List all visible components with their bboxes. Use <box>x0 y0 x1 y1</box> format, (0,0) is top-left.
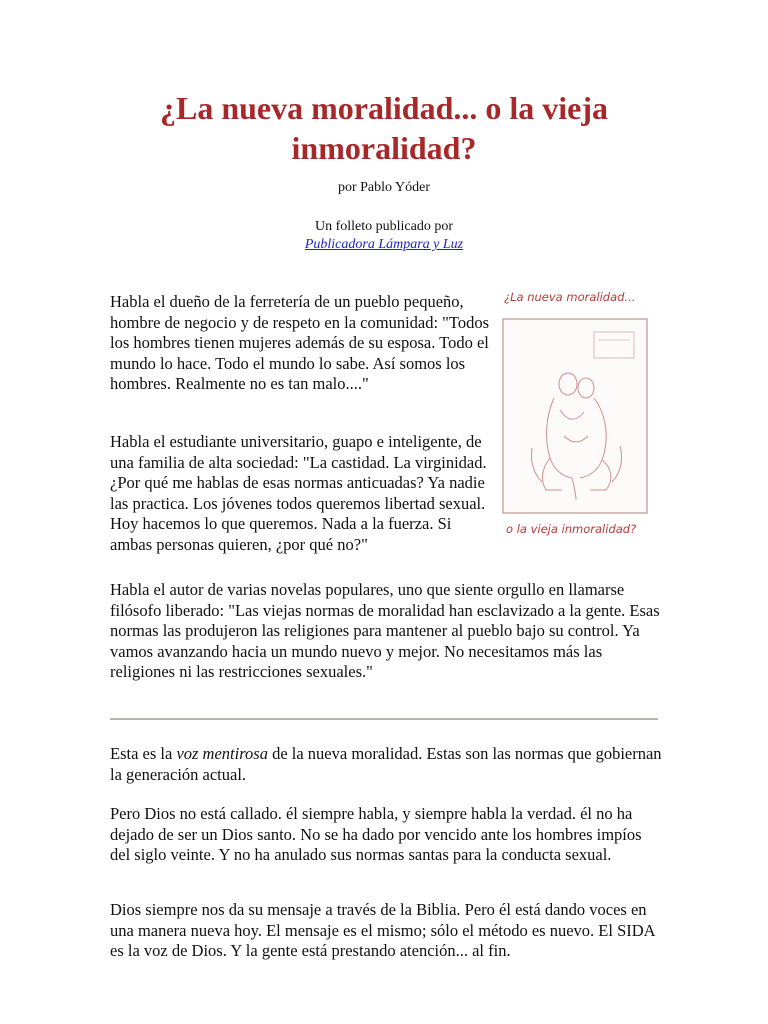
publisher-block <box>110 218 658 254</box>
paragraph-false-voice <box>110 744 662 785</box>
paragraph-false-voice-emphasis: voz mentirosa <box>176 744 268 763</box>
publisher-intro: Un folleto publicado por <box>314 219 454 234</box>
couple-sketch-image <box>502 318 648 514</box>
cover-illustration <box>498 288 658 544</box>
document-title: ¿La nueva moralidad... o la vieja inmoralidad? <box>159 90 608 166</box>
illustration-caption-top: ¿La nueva moralidad... <box>504 290 636 304</box>
paragraph-hardware-owner: Habla el dueño de la ferretería de un pueblo pequeño, hombre de negocio y de respeto en la comunidad: "Todos los hombres tienen mujeres además de su esposa. Todo el mundo lo hace. Todo el mundo lo sabe. Así somos los hombres. Realmente no es tan malo...." <box>110 292 490 393</box>
author-byline: por Pablo Yóder <box>337 180 431 195</box>
section-divider <box>110 718 658 720</box>
paragraph-false-voice-start: Esta es la <box>110 744 177 763</box>
paragraph-god-speaks: Pero Dios no está callado. él siempre habla, y siempre habla la verdad. él no ha dejado de ser un Dios santo. No se ha dado por vencido ante los hombres impíos del siglo veinte. Y no ha anulado sus normas santas para la conducta sexual. <box>110 804 642 864</box>
paragraph-novelist: Habla el autor de varias novelas populares, uno que siente orgullo en llamarse filósofo liberado: "Las viejas normas de moralidad han esclavizado a la gente. Esas normas las produjeron las religiones para mantener al pueblo bajo su control. Ya vamos avanzando hacia un mundo nuevo y mejor. No necesitamos más las religiones ni las restricciones sexuales." <box>110 580 660 681</box>
publisher-link[interactable]: Publicadora Lámpara y Luz <box>304 237 464 252</box>
paragraph-false-voice-end: de la nueva moralidad. Estas son las normas que gobiernan la generación actual. <box>110 744 662 784</box>
illustration-caption-bottom: o la vieja inmoralidad? <box>506 522 637 536</box>
paragraph-student: Habla el estudiante universitario, guapo e inteligente, de una familia de alta sociedad: "La castidad. La virginidad. ¿Por qué me hablas de esas normas anticuadas? Ya nadie las practica. Los jóvenes todos queremos libertad sexual. Hoy hacemos lo que queremos. Nada a la fuerza. Si ambas personas quieren, ¿por qué no?" <box>110 432 487 554</box>
paragraph-bible-message: Dios siempre nos da su mensaje a través de la Biblia. Pero él está dando voces en una manera nueva hoy. El mensaje es el mismo; sólo el método es nuevo. El SIDA es la voz de Dios. Y la gente está prestando atención... al fin. <box>110 900 655 960</box>
